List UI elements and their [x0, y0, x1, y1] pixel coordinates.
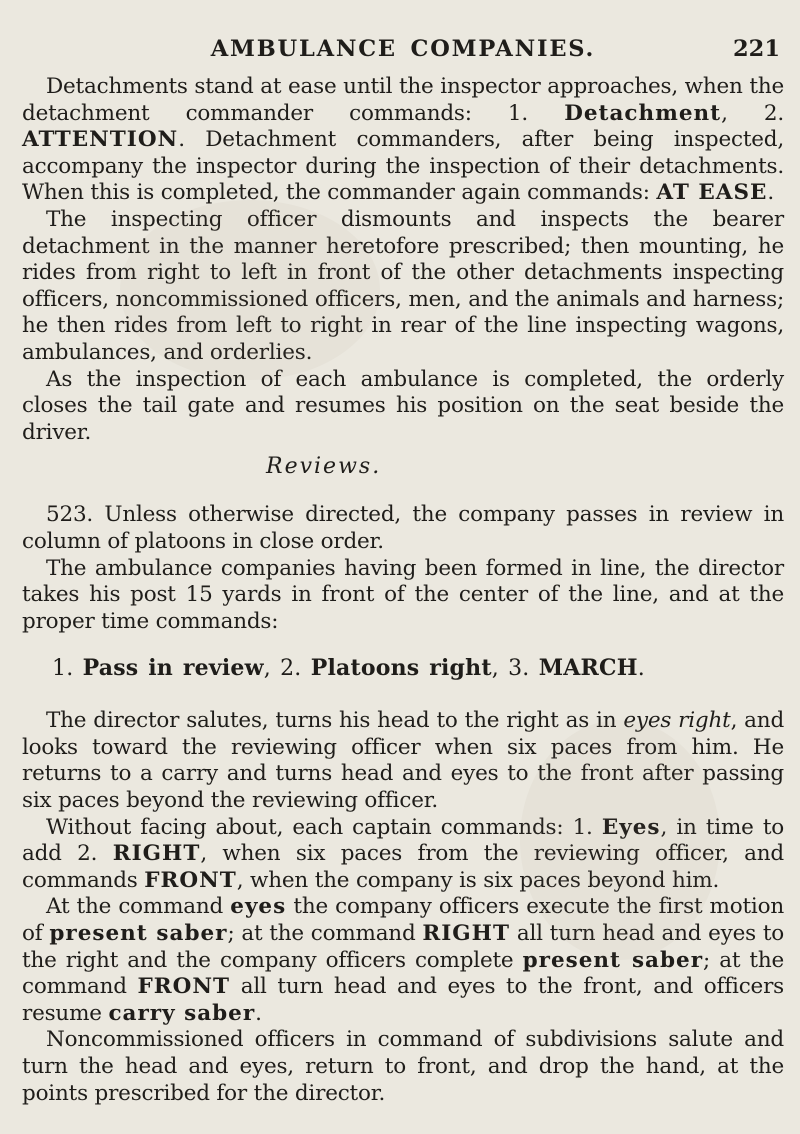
command-pass-in-review: 1. Pass in review, 2. Platoons right, 3. MARCH.: [52, 655, 645, 682]
page-number: 221: [733, 36, 780, 62]
paragraph-523: 523. Unless otherwise directed, the company passes in review in column of platoons in close order.: [22, 502, 784, 554]
paragraph-noncommissioned-officers: Noncommissioned officers in command of subdivisions salute and turn the head and eyes, return to front, and drop the hand, at the points prescribed for the director.: [22, 1027, 784, 1106]
paragraph-director-post: The ambulance companies having been formed in line, the director takes his post 15 yards in front of the center of the line, and at the proper time commands:: [22, 555, 784, 634]
body-text: [22, 74, 784, 1107]
term-eyes-right: eyes right: [623, 708, 731, 734]
paragraph-detachments-at-ease: Detachments stand at ease until the inspector approaches, when the detachment commander commands: 1. Detachment, 2. ATTENTION. Detachment commanders, after being inspected, accompany the inspector during the inspection of their detachments. When this is completed, the commander again commands: AT EASE.: [22, 74, 784, 206]
running-title: AMBULANCE COMPANIES.: [210, 36, 596, 62]
running-header: [22, 30, 784, 64]
paragraph-orderly-tail-gate: As the inspection of each ambulance is completed, the orderly closes the tail gate and resumes his position on the seat beside the driver.: [22, 366, 784, 445]
paragraph-director-salutes: The director salutes, turns his head to the right as in eyes right, and looks toward the reviewing officer when six paces from him. He returns to a carry and turns head and eyes to the front after passing six paces beyond the reviewing officer.: [22, 708, 785, 814]
paragraph-inspecting-officer: The inspecting officer dismounts and inspects the bearer detachment in the manner heretofore prescribed; then mounting, he rides from right to left in front of the other detachments inspecting officers, noncommissioned officers, men, and the animals and harness; he then rides from left to right in rear of the line inspecting wagons, ambulances, and orderlies.: [22, 206, 784, 365]
paragraph-captain-commands: Without facing about, each captain commands: 1. Eyes, in time to add 2. RIGHT, when six paces from the reviewing officer, and commands FRONT, when the company is six paces beyond him.: [22, 814, 785, 893]
paragraph-present-saber: At the command eyes the company officers execute the first motion of present saber; at the command RIGHT all turn head and eyes to the right and the company officers complete present saber; at the command FRONT all turn head and eyes to the front, and officers resume carry saber.: [22, 894, 784, 1026]
command-detachment: Detachment: [564, 100, 722, 126]
section-heading-reviews: Reviews.: [266, 454, 382, 480]
command-at-ease: AT EASE: [656, 180, 768, 206]
command-attention: ATTENTION: [22, 127, 179, 153]
